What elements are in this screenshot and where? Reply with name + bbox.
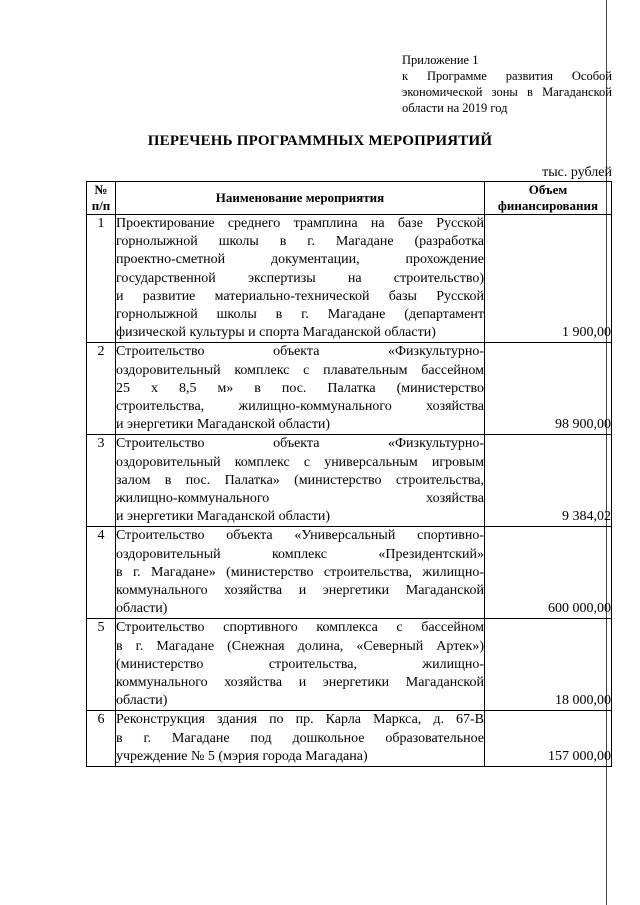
measure-text-line: Строительство объекта «Физкультурно- <box>116 436 484 452</box>
row-measure-name <box>116 527 485 619</box>
measure-text-line: коммунального хозяйства и энергетики Магаданской <box>116 583 484 599</box>
table-row <box>87 527 612 619</box>
header-number <box>87 182 116 215</box>
row-measure-name <box>116 435 485 527</box>
row-measure-name <box>116 711 485 767</box>
measure-text-line: в г. Магадане» (министерство строительства, жилищно- <box>116 564 484 580</box>
measure-text-line: (министерство строительства, жилищно- <box>116 656 484 672</box>
table-row <box>87 343 612 435</box>
measure-text-line: жилищно-коммунального хозяйства <box>116 491 484 507</box>
row-number: 5 <box>87 619 116 711</box>
row-amount: 9 384,02 <box>485 435 612 527</box>
row-measure-name <box>116 343 485 435</box>
measure-text-line: и энергетики Магаданской области) <box>116 417 331 433</box>
measure-text-line: области) <box>116 693 168 709</box>
header-amount <box>485 182 612 215</box>
table-row <box>87 619 612 711</box>
row-measure-name <box>116 619 485 711</box>
measure-text-line: государственной экспертизы на строительство) <box>116 270 484 286</box>
row-number: 3 <box>87 435 116 527</box>
measure-text-line: в г. Магадане под дошкольное образовательное <box>116 730 484 746</box>
table-header-row <box>87 182 612 215</box>
measure-text-line: залом в пос. Палатка» (министерство строительства, <box>116 472 484 488</box>
measure-text-line: 25 х 8,5 м» в пос. Палатка (министерство <box>116 380 484 396</box>
measure-text-line: учреждение № 5 (мэрия города Магадана) <box>116 748 368 764</box>
row-number: 2 <box>87 343 116 435</box>
row-amount: 157 000,00 <box>485 711 612 767</box>
table-body <box>87 215 612 767</box>
row-amount: 98 900,00 <box>485 343 612 435</box>
measure-text-line: горнолыжной школы в г. Магадане (департамент <box>116 307 484 323</box>
row-number: 4 <box>87 527 116 619</box>
appendix-line: к Программе развития Особой <box>402 69 612 83</box>
measure-text-line: Реконструкция здания по пр. Карла Маркса, д. 67-В <box>116 712 484 728</box>
header-amount-line: Объем <box>528 182 568 197</box>
appendix-line: области на 2019 год <box>402 101 508 115</box>
measure-text-line: Проектирование среднего трамплина на базе Русской <box>116 216 484 231</box>
appendix-line: Приложение 1 <box>402 53 479 67</box>
measure-text-line: области) <box>116 601 168 617</box>
measure-text-line: оздоровительный комплекс «Президентский» <box>116 546 484 562</box>
row-amount: 1 900,00 <box>485 215 612 343</box>
appendix-line: экономической зоны в Магаданской <box>402 85 612 99</box>
table-row <box>87 711 612 767</box>
measure-text-line: строительства, жилищно-коммунального хозяйства <box>116 399 484 415</box>
measure-text-line: в г. Магадане (Снежная долина, «Северный Артек») <box>116 638 484 654</box>
appendix-note <box>402 52 612 116</box>
header-name: Наименование мероприятия <box>116 182 485 215</box>
measure-text-line: и энергетики Магаданской области) <box>116 509 331 525</box>
row-amount: 18 000,00 <box>485 619 612 711</box>
measure-text-line: оздоровительный комплекс с плавательным бассейном <box>116 362 484 378</box>
document-title: ПЕРЕЧЕНЬ ПРОГРАММНЫХ МЕРОПРИЯТИЙ <box>147 133 493 149</box>
measure-text-line: коммунального хозяйства и энергетики Магаданской <box>116 675 484 691</box>
row-measure-name <box>116 215 485 343</box>
header-number-line: № <box>94 182 108 197</box>
measure-text-line: оздоровительный комплекс с универсальным игровым <box>116 454 484 470</box>
measure-text-line: Строительство спортивного комплекса с бассейном <box>116 620 484 636</box>
measure-text-line: и развитие материально-технической базы Русской <box>116 288 484 304</box>
row-number: 6 <box>87 711 116 767</box>
table-row <box>87 435 612 527</box>
header-amount-line: финансирования <box>497 198 599 213</box>
measures-table <box>86 181 612 767</box>
row-amount: 600 000,00 <box>485 527 612 619</box>
measure-text-line: физической культуры и спорта Магаданской области) <box>116 325 436 341</box>
table-row <box>87 215 612 343</box>
measure-text-line: Строительство объекта «Физкультурно- <box>116 344 484 360</box>
header-number-line: п/п <box>91 198 111 213</box>
measure-text-line: Строительство объекта «Универсальный спортивно- <box>116 528 484 544</box>
units-label: тыс. рублей <box>542 165 612 180</box>
row-number: 1 <box>87 215 116 343</box>
measure-text-line: проектно-сметной документации, прохождение <box>116 252 484 268</box>
measure-text-line: горнолыжной школы в г. Магадане (разработка <box>116 234 484 250</box>
